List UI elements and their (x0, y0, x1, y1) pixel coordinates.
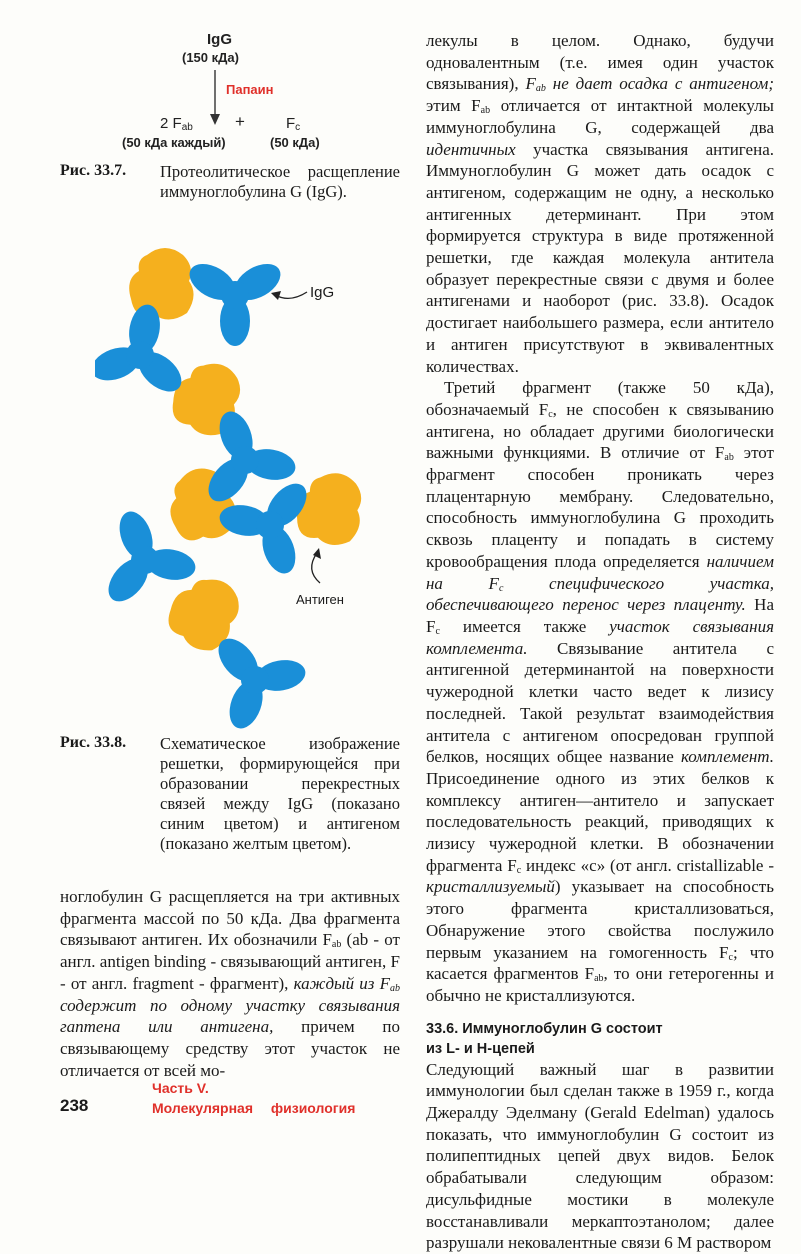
section-heading-line-1: 33.6. Иммуноглобулин G состоит (426, 1020, 663, 1037)
fig1-fab-mass: (50 кДа каждый) (122, 135, 226, 150)
fig1-fab-text: 2 F (160, 115, 182, 132)
fig1-arrow-icon (205, 68, 225, 128)
fig1-fc-sub: c (295, 122, 301, 133)
right-column-text (426, 30, 774, 1254)
figure-33-8-lattice (95, 235, 405, 730)
fig2-igg-label: IgG (310, 284, 335, 301)
page-number: 238 (60, 1096, 89, 1115)
fig2-caption-text: Схематическое изображение решетки, формирующейся при образовании перекрестных связей между IgG (показано синим цветом) и антигеном (показано желтым цветом). (160, 734, 400, 853)
right-paragraph-1: лекулы в целом. Однако, будучи одновалентным (т.е. имея один участок связывания), $F_{ab}$ не дает осадка с антигеном; этим $F_{ab}$ отличается от интактной молекулы иммуноглобулина G, содержащей два идентичных участка связывания антигена. Иммуноглобулин G может дать осадок с антигеном, содержащим не одну, а несколько антигенных детерминант. При этом формируется структура в виде протяженной решетки, где каждая молекула антитела образует перекрестные связи с двумя и более антигенами и наоборот (рис. 33.8). Осадок достигает наибольшего размера, если антитело и антиген присутствуют в эквивалентных количествах. (426, 31, 774, 376)
fig1-fc-text: F (286, 115, 296, 132)
antibody-1 (176, 235, 305, 359)
fig1-fab-product (160, 115, 193, 132)
fig1-caption-label: Рис. 33.7. (60, 162, 127, 179)
fig2-caption-label: Рис. 33.8. (60, 734, 127, 751)
fig2-antigen-label: Антиген (296, 592, 344, 607)
fig1-caption-text: Протеолитическое расщепление иммуноглобулина G (IgG). (160, 162, 400, 201)
section-heading (426, 1019, 774, 1059)
fig1-igg-mass: (150 кДа) (182, 50, 239, 65)
footer-part: Часть V. (152, 1080, 209, 1096)
left-paragraph-1: ноглобулин G расщепляется на три активных фрагмента массой по 50 кДа. Два фрагмента связывают антиген. Их обозначили $F_{ab}$ (ab - от англ. antigen binding - связывающий антиген, F - от англ. fragment - фрагмент), каждый из $F_{ab}$ содержит по одному участку связывания гаптена или антигена, причем по связывающему средству этот участок не отличается от всей мо- (60, 887, 400, 1080)
right-paragraph-2: Третий фрагмент (также 50 кДа), обозначаемый $F_c$, не способен к связыванию антигена, но обладает другими биологически важными функциями. В отличие от $F_{ab}$ этот фрагмент способен проникать через плацентарную мембрану. Следовательно, способность иммуноглобулина G проходить сквозь плаценту и попадать в систему кровообращения плода определяется наличием на $F_c$ специфического участка, обеспечивающего перенос через плаценту. На $F_c$ имеется также участок связывания комплемента. Связывание антитела с антигенной детерминантой на поверхности чужеродной клетки часто ведет к лизису последней. Такой результат взаимодействия антитела с антигеном опосредован группой белков, носящих общее название комплемент. Присоединение одного из этих белков к комплексу антиген—антитело и запускает последовательность реакций, приводящих к лизису чужеродной клетки. В обозначении фрагмента $F_c$ индекс «c» (от англ. cristallizable - кристаллизуемый) указывает на способность этого фрагмента кристаллизоваться, Обнаружение этого свойства послужило первым указанием на гомогенность $F_c$; что касается фрагментов $F_{ab}$, то они гетерогенны и обычно не кристаллизуются. (426, 378, 774, 1005)
left-column-text (60, 886, 400, 1081)
fig1-enzyme-label: Папаин (226, 82, 274, 97)
fig1-igg-label: IgG (207, 31, 232, 48)
fig1-fc-mass: (50 кДа) (270, 135, 320, 150)
fig1-fc-product (286, 115, 300, 132)
figure-33-7 (110, 28, 410, 158)
right-paragraph-3: Следующий важный шаг в развитии иммунологии был сделан также в 1959 г., когда Джералду Эделману (Gerald Edelman) удалось показать, что иммуноглобулин G состоит из полипептидных цепей двух видов. Белок обрабатывали следующим образом: дисульфидные мостики в молекуле восстанавливали меркаптоэтанолом; далее разрушали нековалентные связи 6 М раствором (426, 1059, 774, 1253)
footer-section: Молекулярная физиология (152, 1100, 356, 1116)
section-heading-line-2: из L- и H-цепей (426, 1040, 535, 1057)
fig1-plus: + (235, 112, 245, 131)
antigen-4 (292, 467, 368, 549)
fig1-fab-sub: ab (181, 122, 193, 133)
